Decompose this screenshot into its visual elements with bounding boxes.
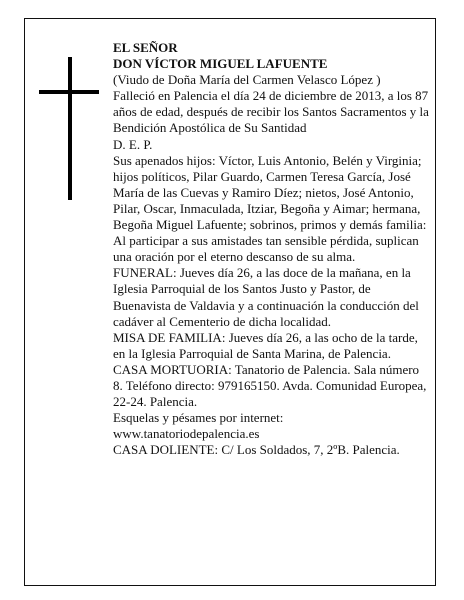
rip-text: D. E. P. (113, 136, 153, 152)
funeral-label: FUNERAL: (113, 265, 177, 281)
mortuary-label: CASA MORTUORIA: (113, 361, 232, 377)
home-section (113, 442, 431, 458)
mass-label: MISA DE FAMILIA: (113, 329, 226, 345)
condolences-link[interactable]: www.tanatoriodepalencia.es (113, 426, 260, 442)
deceased-name: DON VÍCTOR MIGUEL LAFUENTE (113, 56, 328, 72)
family-list: Sus apenados hijos: Víctor, Luis Antonio, Belén y Virginia; hijos políticos, Pilar Guardo, Carmen Teresa García, José María de las Cuevas y Ramiro Díez; nietos, José Antonio, Pilar, Oscar, Inmaculada, Itziar, Begoña y Aimar; hermana, Begoña Miguel Lafuente; sobrinos, primos y demás familia: (113, 152, 427, 233)
notice-title: EL SEÑOR (113, 40, 178, 55)
obituary-body (113, 40, 431, 458)
mortuary-section (113, 362, 431, 410)
home-label: CASA DOLIENTE: (113, 442, 219, 458)
cross-icon (68, 57, 72, 200)
widower-note: (Viudo de Doña María del Carmen Velasco López ) (113, 72, 381, 88)
funeral-details: Jueves día 26, a las doce de la mañana, en la Iglesia Parroquial de los Santos Justo y Pastor, de Buenavista de Valdavia y a continuación la conducción del cadáver al Cementerio de dicha localidad. (113, 265, 419, 329)
mortuary-details: Tanatorio de Palencia. Sala número 8. Teléfono directo: 979165150. Avda. Comunidad Europea, 22-24. Palencia. (113, 361, 427, 410)
condolences-label: Esquelas y pésames por internet: (113, 410, 284, 426)
death-announcement: Falleció en Palencia el día 24 de diciembre de 2013, a los 87 años de edad, después de recibir los Santos Sacramentos y la Bendición Apostólica de Su Santidad (113, 88, 429, 136)
mass-details: Jueves día 26, a las ocho de la tarde, en la Iglesia Parroquial de Santa Marina, de Palencia. (113, 329, 418, 361)
mass-section (113, 330, 431, 362)
home-address: C/ Los Soldados, 7, 2ºB. Palencia. (221, 442, 400, 458)
prayer-request: Al participar a sus amistades tan sensible pérdida, suplican una oración por el eterno descanso de su alma. (113, 233, 419, 265)
funeral-section (113, 265, 431, 329)
cross-icon-crossbar (39, 90, 99, 94)
